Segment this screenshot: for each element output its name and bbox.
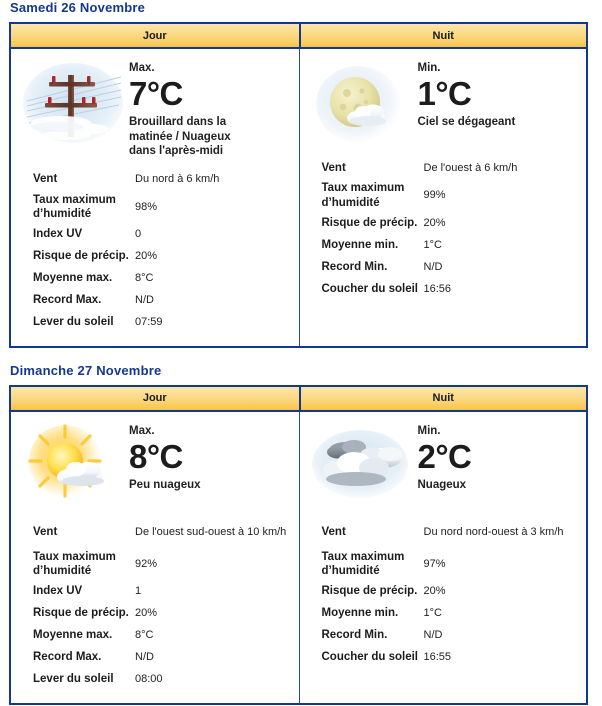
row-value: 92%	[135, 557, 158, 570]
condition-text: Nuageux	[417, 478, 467, 491]
row-value: 8°C	[135, 629, 154, 642]
row-value: Du nord nord-ouest à 3 km/h	[423, 526, 564, 539]
row-label: Lever du soleil	[33, 673, 114, 686]
row-value: De l'ouest sud-ouest à 10 km/h	[135, 526, 287, 539]
night-panel	[299, 412, 587, 703]
row-label: Moyenne max.	[33, 272, 113, 285]
moon-cloud-icon	[306, 59, 418, 147]
column-header-nuit: Nuit	[299, 24, 587, 47]
row-label: Taux maximum d’humidité	[33, 193, 116, 220]
table-row	[17, 669, 293, 691]
row-label: Coucher du soleil	[321, 651, 418, 664]
row-value: 20%	[423, 216, 446, 229]
row-label: Vent	[33, 526, 58, 539]
panel-summary	[17, 59, 293, 159]
row-value: Du nord à 6 km/h	[135, 173, 220, 186]
row-label: Moyenne min.	[321, 607, 399, 620]
day-title: Samedi 26 Novembre	[10, 0, 146, 15]
table-row	[17, 224, 293, 246]
table-row	[306, 581, 581, 603]
row-value: N/D	[135, 651, 154, 664]
row-label: Coucher du soleil	[321, 282, 418, 295]
row-value: 1°C	[423, 238, 442, 251]
row-label: Index UV	[33, 228, 83, 241]
table-row	[306, 179, 581, 212]
day-panel	[11, 412, 299, 703]
row-value: 8°C	[135, 272, 154, 285]
night-panel	[299, 49, 587, 346]
row-value: 99%	[423, 189, 446, 202]
panel-summary	[17, 422, 293, 508]
row-label: Taux maximum d’humidité	[33, 550, 116, 577]
condition-text: Ciel se dégageant	[417, 116, 516, 128]
table-row	[17, 625, 293, 647]
table-body	[11, 49, 586, 346]
temp-value: 7°C	[129, 75, 183, 112]
row-value: 20%	[135, 607, 158, 620]
condition-text: Brouillard dans la matinée / Nuageux dans l'après-midi	[129, 116, 231, 157]
temp-value: 2°C	[417, 437, 472, 475]
section-spacer	[0, 348, 602, 363]
row-value: N/D	[423, 629, 443, 642]
row-label: Vent	[33, 173, 58, 186]
row-value: 97%	[423, 557, 446, 570]
table-row	[17, 518, 293, 548]
temperature-block	[418, 422, 581, 493]
day-panel	[11, 49, 299, 346]
row-label: Risque de précip.	[33, 607, 129, 620]
panel-summary	[306, 59, 581, 147]
row-label: Risque de précip.	[33, 250, 129, 263]
table-row	[306, 518, 581, 548]
day-title: Dimanche 27 Novembre	[10, 362, 162, 378]
temperature-block	[418, 59, 581, 130]
row-value: De l'ouest à 6 km/h	[423, 161, 518, 174]
row-value: 98%	[135, 200, 158, 213]
row-value: 0	[135, 228, 142, 241]
temp-label: Min.	[417, 62, 441, 74]
table-row	[17, 169, 293, 191]
temp-label: Max.	[129, 424, 155, 437]
row-label: Risque de précip.	[321, 216, 418, 229]
table-row	[17, 191, 293, 224]
temp-value: 1°C	[417, 75, 472, 112]
row-label: Index UV	[33, 585, 83, 598]
detail-rows	[306, 518, 581, 669]
row-label: Record Max.	[33, 294, 102, 307]
temp-value: 8°C	[129, 437, 183, 475]
fog-power-lines-icon	[17, 59, 129, 147]
row-label: Taux maximum d’humidité	[321, 182, 405, 209]
row-value: N/D	[135, 294, 154, 307]
condition-text: Peu nuageux	[129, 478, 201, 491]
row-value: 1°C	[423, 607, 442, 620]
row-label: Record Min.	[321, 629, 388, 642]
table-body	[11, 412, 586, 703]
table-row	[306, 625, 581, 647]
table-row	[306, 647, 581, 669]
column-header-nuit: Nuit	[299, 387, 587, 410]
row-value: 16:56	[423, 282, 452, 295]
row-value: 20%	[135, 250, 158, 263]
row-value: 07:59	[135, 316, 163, 329]
row-value: N/D	[423, 260, 443, 273]
row-label: Record Max.	[33, 651, 102, 664]
detail-rows	[17, 518, 293, 691]
table-row	[17, 581, 293, 603]
column-header-jour: Jour	[142, 392, 167, 404]
table-row	[306, 278, 581, 300]
row-value: 20%	[423, 585, 446, 598]
table-row	[306, 212, 581, 234]
table-row	[306, 256, 581, 278]
row-label: Taux maximum d’humidité	[321, 550, 405, 577]
row-label: Moyenne max.	[33, 629, 113, 642]
detail-rows	[306, 157, 581, 300]
detail-rows	[17, 169, 293, 334]
clouds-icon	[306, 422, 418, 508]
table-row	[17, 647, 293, 669]
temp-label: Min.	[417, 424, 441, 437]
row-label: Record Min.	[321, 260, 388, 273]
table-row	[306, 234, 581, 256]
row-value: 1	[135, 585, 142, 598]
panel-summary	[306, 422, 581, 508]
forecast-table	[9, 22, 588, 348]
row-label: Vent	[321, 526, 346, 539]
forecast-table	[9, 385, 588, 705]
row-label: Moyenne min.	[321, 238, 399, 251]
table-header-row	[11, 24, 586, 49]
table-row	[17, 548, 293, 581]
table-row	[306, 548, 581, 581]
row-value: 16:55	[423, 651, 452, 664]
row-label: Vent	[321, 161, 346, 174]
row-value: 08:00	[135, 673, 163, 686]
table-row	[17, 268, 293, 290]
table-row	[306, 157, 581, 179]
column-header-jour: Jour	[142, 29, 167, 42]
temp-label: Max.	[129, 62, 155, 74]
temperature-block	[129, 59, 293, 159]
table-row	[17, 312, 293, 334]
table-row	[17, 246, 293, 268]
table-row	[306, 603, 581, 625]
sun-cloud-icon	[17, 422, 129, 508]
table-row	[17, 603, 293, 625]
temperature-block	[129, 422, 293, 493]
row-label: Risque de précip.	[321, 585, 418, 598]
row-label: Lever du soleil	[33, 316, 114, 329]
table-row	[17, 290, 293, 312]
table-header-row	[11, 387, 586, 412]
